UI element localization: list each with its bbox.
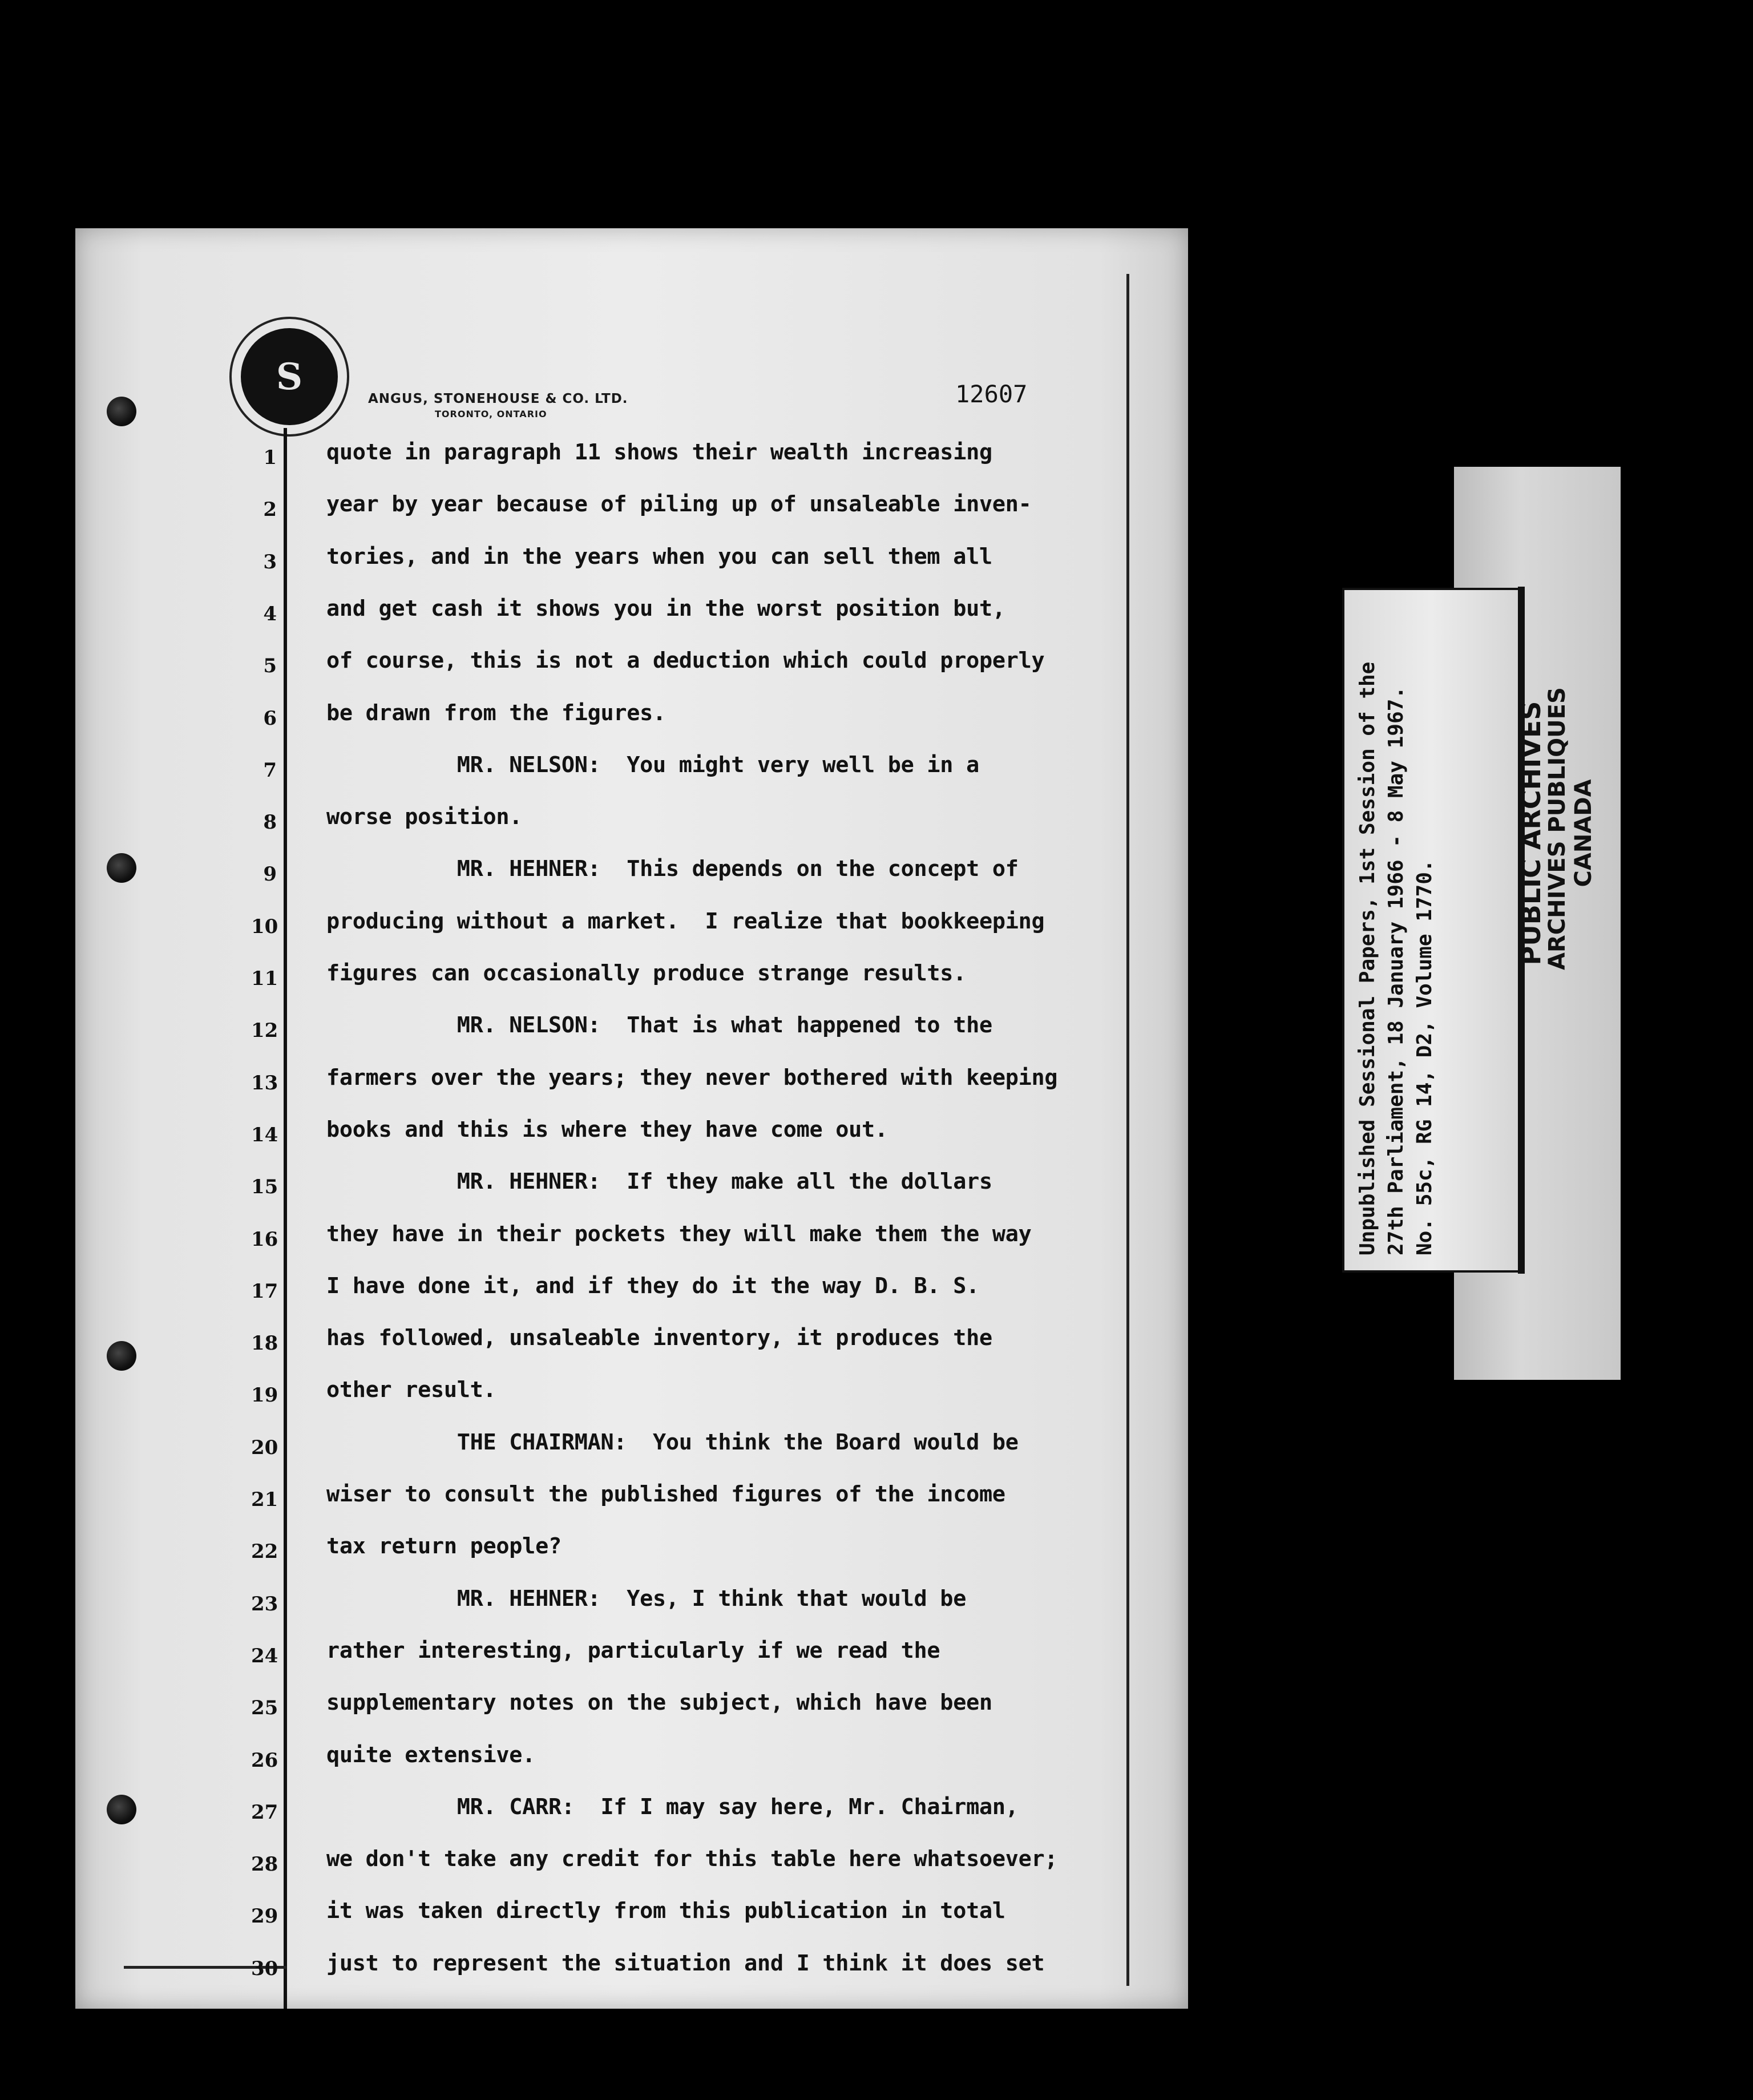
transcript-line: MR. HEHNER: If they make all the dollars (326, 1169, 992, 1195)
stamp-line-2: ARCHIVES PUBLIQUES (1544, 687, 1570, 970)
citation-line-3: No. 55c, RG 14, D2, Volume 1770. (1413, 859, 1436, 1255)
transcript-line: wiser to consult the published figures of the income (326, 1481, 1005, 1507)
transcript-page (75, 228, 1188, 2009)
citation-line-2: 27th Parliament, 18 January 1966 - 8 May 1967. (1384, 686, 1408, 1255)
transcript-line: has followed, unsaleable inventory, it produces the (326, 1325, 992, 1351)
letterhead-company: ANGUS, STONEHOUSE & CO. LTD. (368, 391, 628, 406)
letterhead-city: TORONTO, ONTARIO (435, 409, 547, 419)
transcript-line: MR. NELSON: You might very well be in a (326, 752, 979, 778)
transcript-line: quote in paragraph 11 shows their wealth increasing (326, 439, 992, 465)
line-number: 13 (251, 1071, 278, 1095)
archive-citation (1354, 593, 1502, 1255)
line-number: 17 (251, 1279, 278, 1303)
margin-rule (284, 428, 287, 2009)
line-number: 25 (251, 1697, 278, 1720)
line-number: 9 (263, 863, 277, 886)
transcript-line: other result. (326, 1377, 496, 1403)
binder-hole (107, 853, 136, 883)
binder-hole (107, 1795, 136, 1824)
page-number: 12607 (955, 380, 1028, 408)
transcript-line: farmers over the years; they never bothered with keeping (326, 1064, 1058, 1091)
transcript-line: just to represent the situation and I think it does set (326, 1950, 1045, 1976)
right-rule (1126, 274, 1129, 1986)
archive-stamp (1516, 687, 1632, 970)
line-number: 7 (263, 758, 277, 782)
line-number: 12 (251, 1019, 278, 1043)
transcript-line: MR. HEHNER: Yes, I think that would be (326, 1585, 967, 1612)
transcript-line: tax return people? (326, 1533, 562, 1560)
transcript-line: MR. CARR: If I may say here, Mr. Chairman, (326, 1794, 1019, 1820)
line-number: 3 (263, 550, 277, 574)
transcript-line: figures can occasionally produce strange results. (326, 960, 967, 986)
line-number: 21 (251, 1488, 278, 1511)
transcript-line: THE CHAIRMAN: You think the Board would be (326, 1429, 1019, 1455)
line-number: 26 (251, 1748, 278, 1772)
transcript-line: we don't take any credit for this table here whatsoever; (326, 1846, 1058, 1872)
transcript-line: producing without a market. I realize that bookkeeping (326, 908, 1045, 934)
transcript-line: rather interesting, particularly if we read the (326, 1637, 940, 1663)
transcript-line: they have in their pockets they will make them the way (326, 1221, 1032, 1247)
line-number: 10 (251, 915, 278, 938)
transcript-line: it was taken directly from this publication in total (326, 1898, 1005, 1924)
line-number: 24 (251, 1644, 278, 1667)
transcript-line: quite extensive. (326, 1742, 536, 1768)
transcript-line: tories, and in the years when you can sell them all (326, 543, 992, 570)
transcript-line: and get cash it shows you in the worst position but, (326, 595, 1005, 621)
transcript-line: year by year because of piling up of unsaleable inven- (326, 491, 1032, 518)
transcript-line: of course, this is not a deduction which could properly (326, 648, 1045, 674)
line-number: 30 (251, 1957, 278, 1980)
line-number: 5 (263, 655, 277, 678)
transcript-line: MR. HEHNER: This depends on the concept of (326, 856, 1019, 882)
line-number: 28 (251, 1853, 278, 1876)
line-number: 27 (251, 1800, 278, 1824)
stamp-line-1: PUBLIC ARCHIVES (1516, 701, 1546, 966)
line-number: 11 (251, 967, 278, 990)
line-number: 8 (263, 811, 277, 834)
line-number: 2 (263, 498, 277, 522)
line-number: 29 (251, 1905, 278, 1928)
transcript-line: MR. NELSON: That is what happened to the (326, 1012, 992, 1039)
line-number: 19 (251, 1384, 278, 1407)
line-number: 18 (251, 1332, 278, 1355)
binder-hole (107, 397, 136, 426)
line-number: 6 (263, 706, 277, 730)
line-number: 16 (251, 1227, 278, 1251)
line-number: 23 (251, 1592, 278, 1616)
citation-line-1: Unpublished Sessional Papers, 1st Session of the (1356, 661, 1379, 1255)
binder-hole (107, 1341, 136, 1371)
transcript-line: be drawn from the figures. (326, 700, 666, 726)
transcript-line: worse position. (326, 804, 523, 830)
line-number: 14 (251, 1123, 278, 1146)
transcript-line: I have done it, and if they do it the way D. B. S. (326, 1273, 979, 1299)
line-number: 20 (251, 1436, 278, 1459)
line-number: 15 (251, 1176, 278, 1199)
line-number: 4 (263, 602, 277, 625)
transcript-line: books and this is where they have come out. (326, 1116, 888, 1142)
stamp-line-3: CANADA (1570, 779, 1597, 887)
line-number: 1 (263, 446, 277, 469)
line-number: 22 (251, 1540, 278, 1564)
transcript-line: supplementary notes on the subject, which have been (326, 1690, 992, 1716)
company-logo: S (241, 328, 338, 425)
